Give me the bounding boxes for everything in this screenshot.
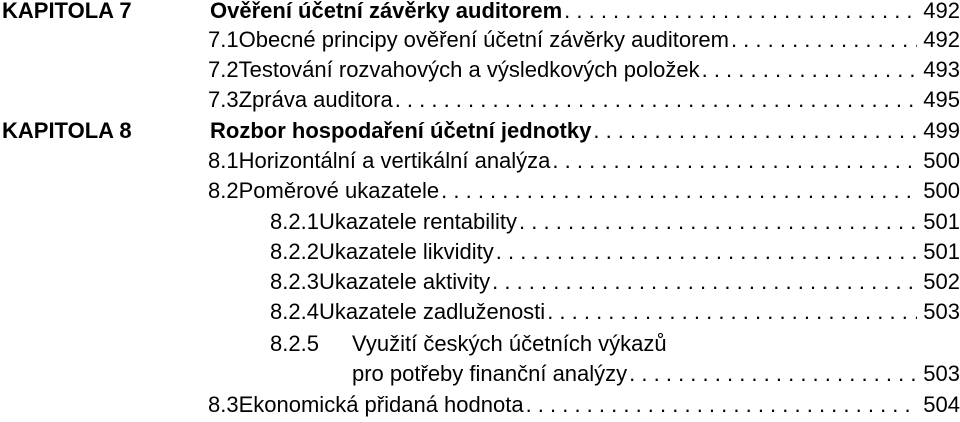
page-number: 500 xyxy=(923,148,960,173)
toc-row xyxy=(0,116,960,146)
entry-title: Ověření účetní závěrky auditorem xyxy=(210,0,563,23)
section-number: 7.1 xyxy=(208,27,239,52)
leader-dots xyxy=(526,390,917,420)
section-number: 8.2.4 xyxy=(270,299,319,324)
toc-entry[interactable] xyxy=(208,146,960,176)
page-number: 499 xyxy=(923,118,960,143)
leader-dots xyxy=(593,116,917,146)
toc-entry[interactable] xyxy=(208,390,960,420)
toc-entry[interactable] xyxy=(208,85,960,115)
page-number: 493 xyxy=(923,57,960,82)
toc-entry[interactable] xyxy=(208,25,960,55)
leader-dots xyxy=(441,176,917,206)
toc-row xyxy=(0,297,960,327)
page-number: 495 xyxy=(923,87,960,112)
section-number: 7.3 xyxy=(208,87,239,112)
page-number: 502 xyxy=(923,269,960,294)
toc-row xyxy=(0,0,960,26)
toc-row xyxy=(0,176,960,206)
section-number: 8.2 xyxy=(208,178,239,203)
section-number: 8.3 xyxy=(208,392,239,417)
leader-dots xyxy=(731,25,917,55)
entry-title: Ukazatele rentability xyxy=(318,209,518,234)
section-number: 8.2.5 xyxy=(270,331,319,356)
toc-entry[interactable] xyxy=(270,329,667,359)
leader-dots xyxy=(395,85,917,115)
leader-dots xyxy=(629,359,917,389)
leader-dots xyxy=(564,0,917,26)
entry-title: Horizontální a vertikální analýza xyxy=(238,148,551,173)
leader-dots xyxy=(702,55,917,85)
entry-title: Rozbor hospodaření účetní jednotky xyxy=(210,118,592,143)
section-number: 8.2.3 xyxy=(270,269,319,294)
toc-row xyxy=(0,207,960,237)
toc-row xyxy=(0,146,960,176)
toc-row xyxy=(0,55,960,85)
entry-title: pro potřeby finanční analýzy xyxy=(352,361,628,386)
toc-entry[interactable] xyxy=(210,116,960,146)
page-number: 503 xyxy=(923,361,960,386)
entry-title: Zpráva auditora xyxy=(238,87,393,112)
toc-entry-continuation[interactable] xyxy=(352,359,960,389)
leader-dots xyxy=(496,237,917,267)
page-number: 504 xyxy=(923,392,960,417)
page-number: 492 xyxy=(923,27,960,52)
toc-row xyxy=(0,85,960,115)
chapter-label: KAPITOLA 7 xyxy=(2,0,132,23)
toc-row xyxy=(0,25,960,55)
toc-entry[interactable] xyxy=(210,0,960,26)
page-number: 500 xyxy=(923,178,960,203)
entry-title: Ukazatele zadluženosti xyxy=(318,299,546,324)
leader-dots xyxy=(492,267,917,297)
entry-title: Využití českých účetních výkazů xyxy=(352,331,667,356)
section-number: 7.2 xyxy=(208,57,239,82)
entry-title: Poměrové ukazatele xyxy=(238,178,440,203)
toc-entry[interactable] xyxy=(270,297,960,327)
page-number: 501 xyxy=(923,209,960,234)
toc-entry[interactable] xyxy=(270,267,960,297)
chapter-label: KAPITOLA 8 xyxy=(2,118,132,143)
entry-title: Ekonomická přidaná hodnota xyxy=(238,392,524,417)
toc-row xyxy=(0,237,960,267)
section-number: 8.2.2 xyxy=(270,239,319,264)
toc-entry[interactable] xyxy=(270,207,960,237)
section-number: 8.2.1 xyxy=(270,209,319,234)
toc-row xyxy=(0,390,960,420)
toc-row xyxy=(0,359,960,389)
page-number: 492 xyxy=(923,0,960,23)
entry-title: Ukazatele aktivity xyxy=(318,269,491,294)
entry-title: Testování rozvahových a výsledkových položek xyxy=(238,57,700,82)
section-number: 8.1 xyxy=(208,148,239,173)
page-number: 501 xyxy=(923,239,960,264)
entry-title: Ukazatele likvidity xyxy=(318,239,494,264)
leader-dots xyxy=(547,297,917,327)
toc-entry[interactable] xyxy=(270,237,960,267)
toc-entry[interactable] xyxy=(208,176,960,206)
leader-dots xyxy=(519,207,917,237)
toc-row xyxy=(0,329,960,359)
toc-row xyxy=(0,267,960,297)
page-number: 503 xyxy=(923,299,960,324)
entry-title: Obecné principy ověření účetní závěrky auditorem xyxy=(238,27,729,52)
leader-dots xyxy=(552,146,917,176)
toc-entry[interactable] xyxy=(208,55,960,85)
